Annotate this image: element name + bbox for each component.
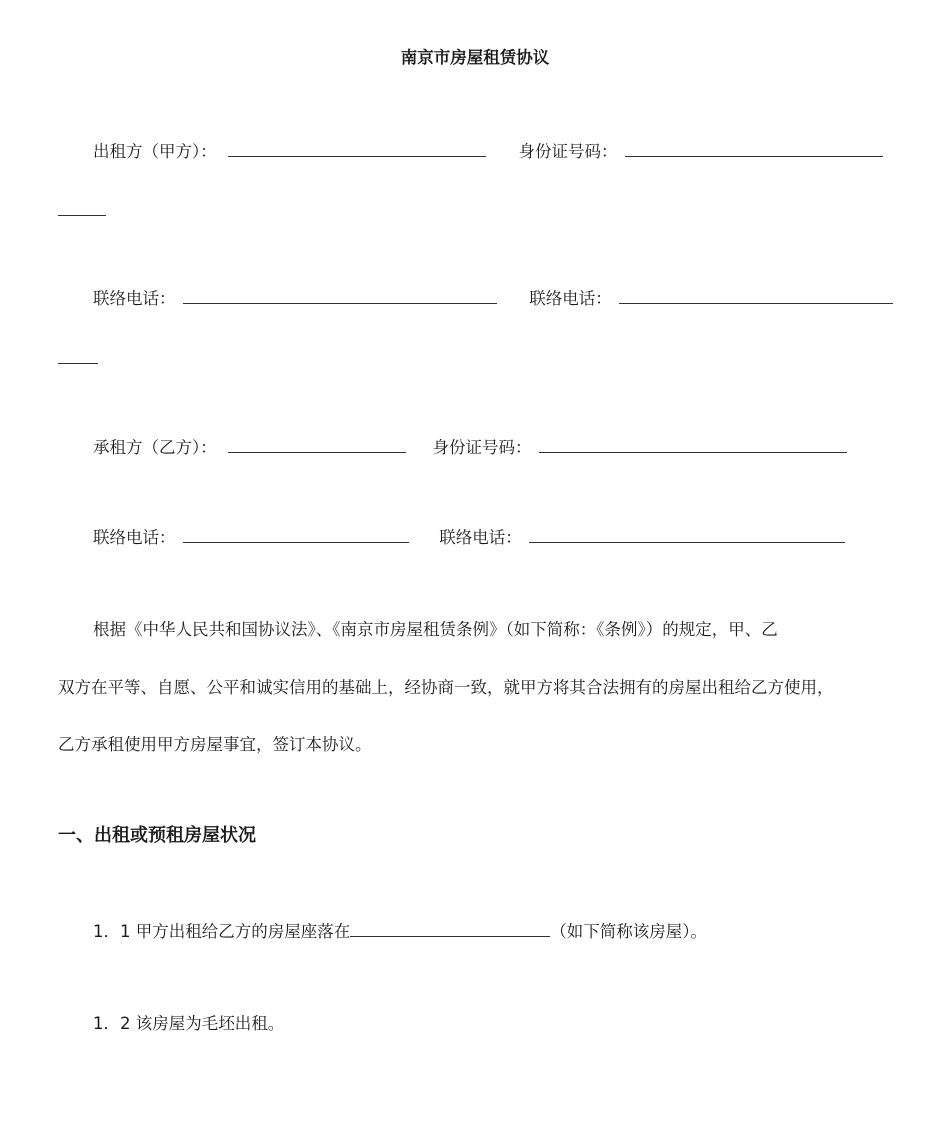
document-title: 南京市房屋租赁协议 <box>400 48 550 67</box>
section-1-heading: 一、出租或预租房屋状况 <box>58 825 256 846</box>
lessor-phone2-blank-continuation <box>58 348 98 370</box>
lessor-id-blank-continuation <box>58 200 106 222</box>
lessor-id-blank[interactable] <box>625 141 883 157</box>
lessor-id-label: 身份证号码： <box>518 142 618 161</box>
clause-1-1-suffix: （如下简称该房屋）。 <box>550 922 707 941</box>
intro-line-3: 乙方承租使用甲方房屋事宜，签订本协议。 <box>58 735 372 754</box>
property-location-blank[interactable] <box>350 921 550 937</box>
intro-line-2: 双方在平等、自愿、公平和诚实信用的基础上，经协商一致，就甲方将其合法拥有的房屋出租给乙方使用， <box>58 678 834 697</box>
lessor-phone2-blank[interactable] <box>619 288 893 304</box>
lessee-id-label: 身份证号码： <box>432 438 532 457</box>
lessor-name-blank[interactable] <box>228 141 486 157</box>
lessee-phone-row <box>93 527 845 549</box>
clause-1-1 <box>93 921 707 943</box>
clause-1-1-prefix: 1．1 甲方出租给乙方的房屋座落在 <box>93 922 351 941</box>
lessee-phone-blank[interactable] <box>183 527 409 543</box>
lessor-row <box>93 141 883 163</box>
lessor-label: 出租方（甲方）： <box>93 142 217 161</box>
intro-line-1: 根据《中华人民共和国协议法》、《南京市房屋租赁条例》（如下简称：《条例》）的规定，甲、乙 <box>93 620 778 639</box>
lessor-phone-label: 联络电话： <box>93 289 176 308</box>
lessor-phone2-blank-cont[interactable] <box>58 348 98 364</box>
lessee-name-blank[interactable] <box>228 437 406 453</box>
lessee-row <box>93 437 847 459</box>
lessor-phone2-label: 联络电话： <box>529 289 612 308</box>
lessee-phone2-label: 联络电话： <box>439 528 522 547</box>
lessee-id-blank[interactable] <box>539 437 847 453</box>
lessor-id-blank-cont[interactable] <box>58 200 106 216</box>
lessor-phone-blank[interactable] <box>183 288 497 304</box>
clause-1-2: 1．2 该房屋为毛坯出租。 <box>93 1014 285 1033</box>
lessee-phone-label: 联络电话： <box>93 528 176 547</box>
lessee-label: 承租方（乙方）： <box>93 438 217 457</box>
lessee-phone2-blank[interactable] <box>529 527 845 543</box>
lessor-phone-row <box>93 288 893 310</box>
